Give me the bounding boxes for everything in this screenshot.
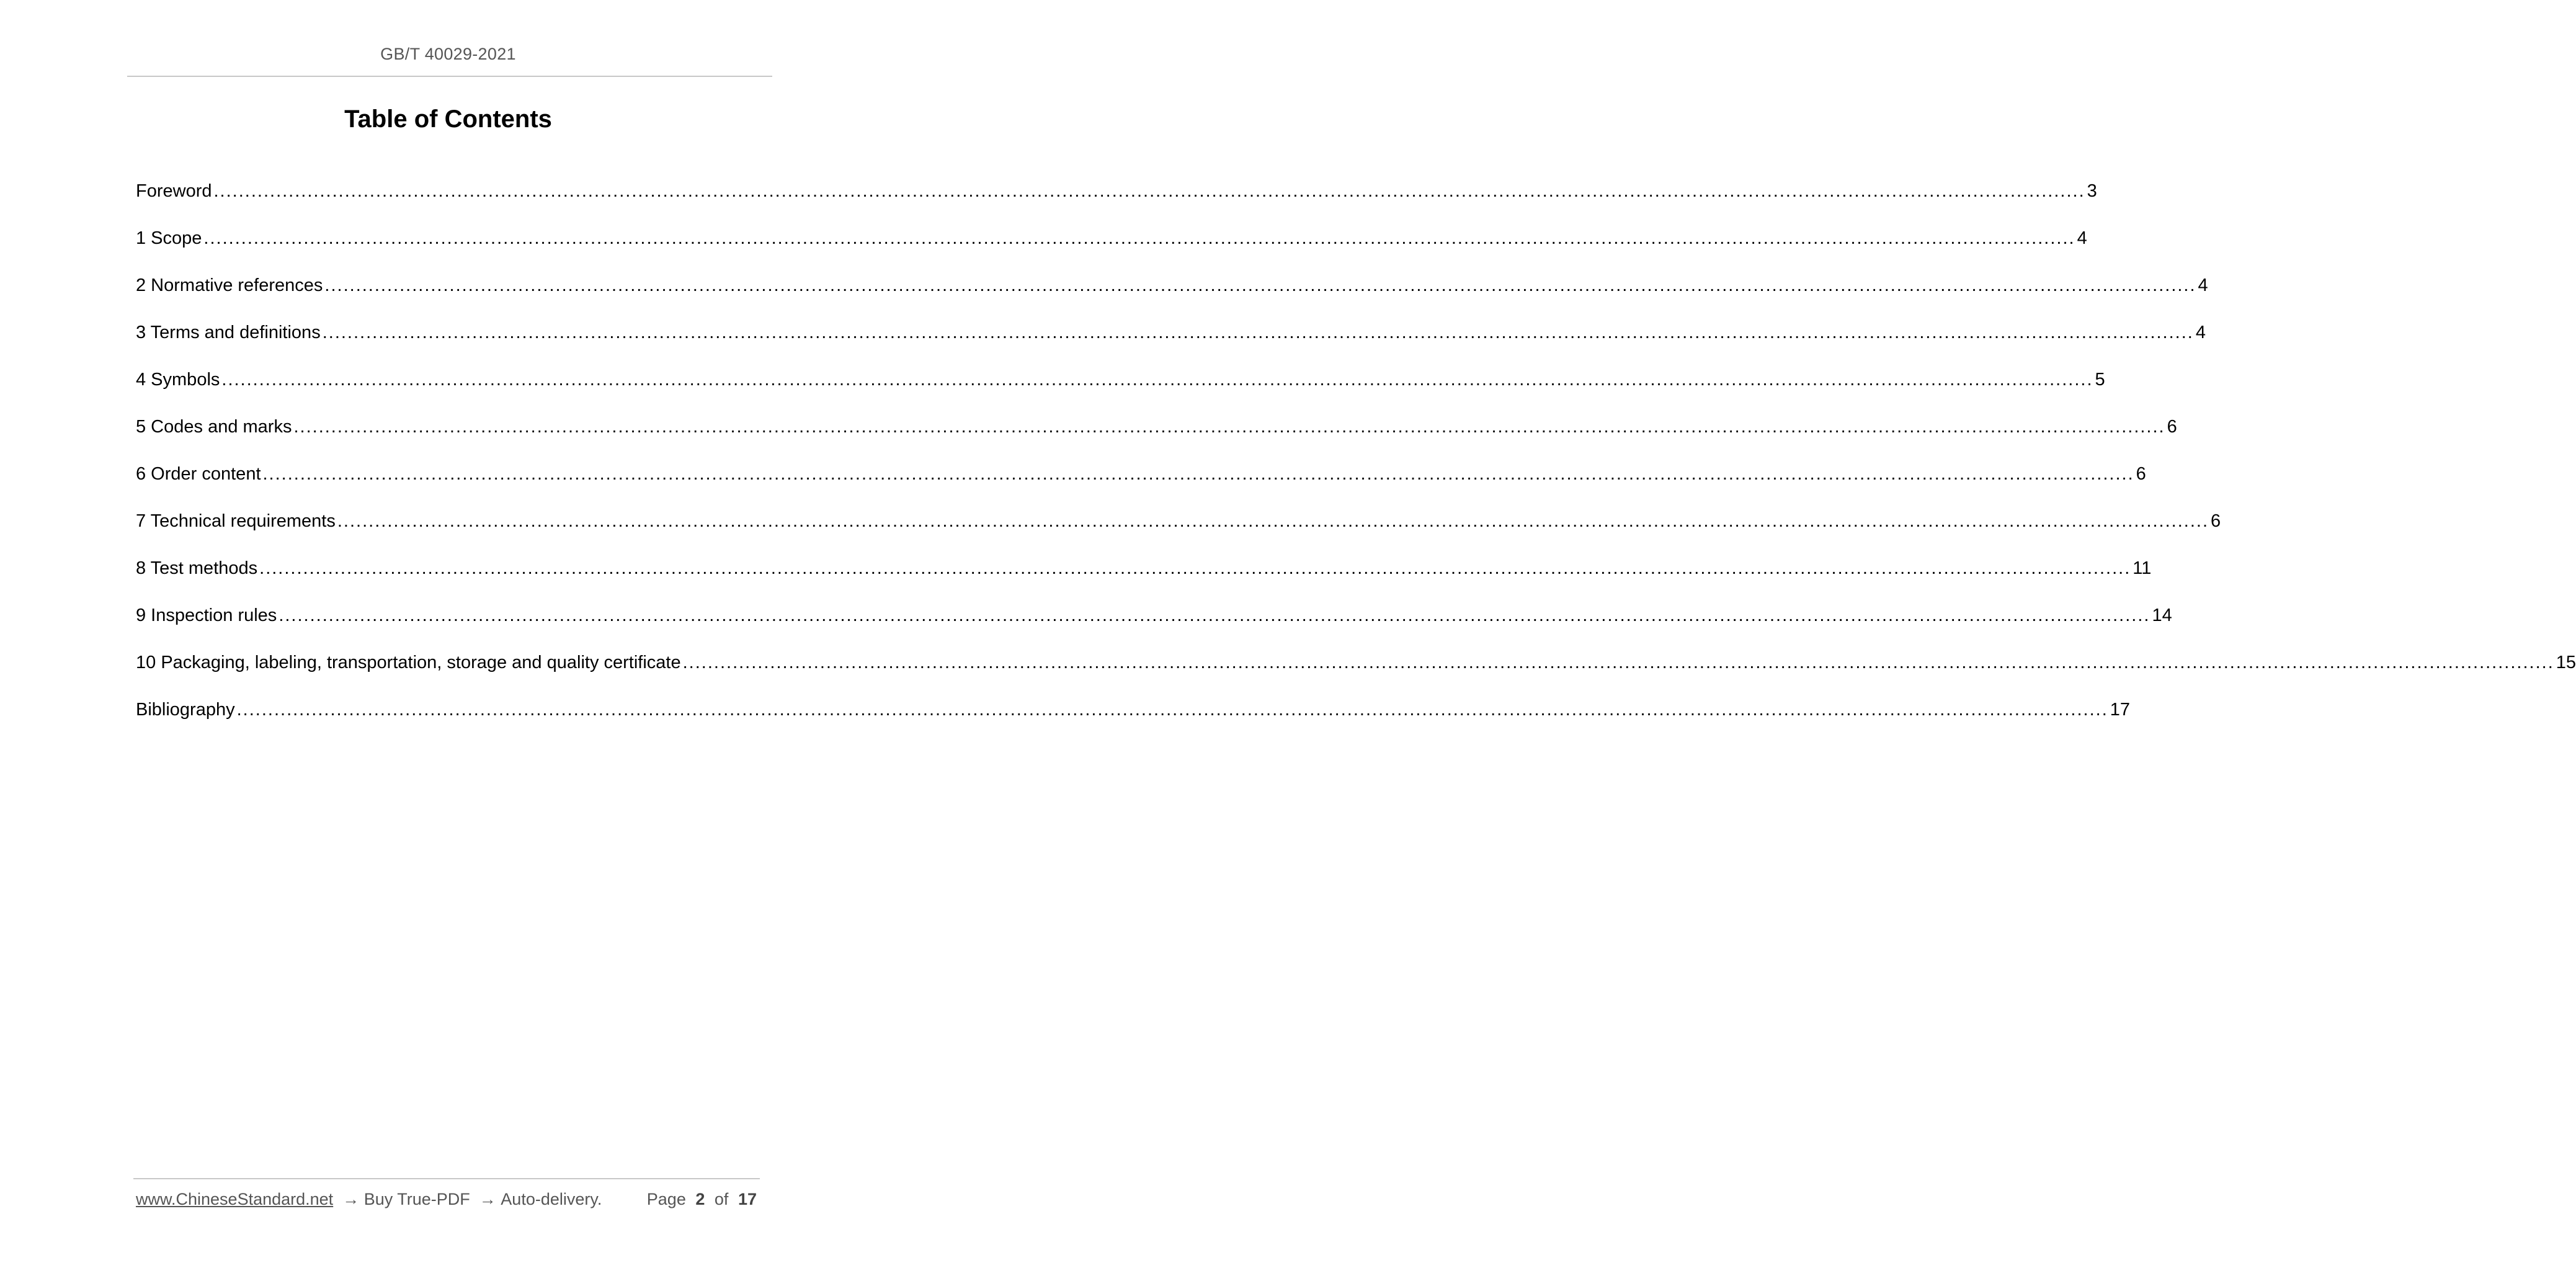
toc-entry-foreword[interactable] (136, 177, 2097, 225)
toc-entry-normative-references[interactable] (136, 272, 2208, 319)
toc-entry-label: Foreword (136, 181, 212, 201)
toc-entry-page: 11 (2133, 558, 2152, 578)
toc-leader-dots: ............................................................................................................................................................................................................................................................................................................ (236, 700, 2108, 720)
toc-leader-dots: ............................................................................................................................................................................................................................................................................................................ (262, 464, 2134, 484)
toc-leader-dots: ............................................................................................................................................................................................................................................................................................................ (293, 417, 2165, 437)
toc-entry-page: 15 (2556, 653, 2576, 672)
toc-leader-dots: ............................................................................................................................................................................................................................................................................................................ (324, 275, 2196, 295)
toc-entry-test-methods[interactable] (136, 555, 2152, 602)
toc-entry-page: 4 (2198, 275, 2208, 295)
toc-entry-label: 5 Codes and marks (136, 417, 292, 437)
arrow-right-icon: → (475, 1190, 501, 1208)
page-number (647, 1190, 757, 1209)
toc-list (136, 177, 2576, 743)
toc-leader-dots: ............................................................................................................................................................................................................................................................................................................ (213, 181, 2085, 201)
toc-entry-order-content[interactable] (136, 460, 2146, 507)
page-current: 2 (695, 1190, 705, 1208)
toc-leader-dots: ............................................................................................................................................................................................................................................................................................................ (279, 605, 2150, 625)
page-total: 17 (738, 1190, 757, 1208)
footer-divider (133, 1178, 760, 1179)
toc-entry-scope[interactable] (136, 225, 2087, 272)
toc-entry-page: 6 (2211, 511, 2221, 531)
page-title: Table of Contents (344, 105, 552, 133)
of-word: of (714, 1190, 729, 1208)
toc-entry-label: 6 Order content (136, 464, 261, 484)
toc-leader-dots: ............................................................................................................................................................................................................................................................................................................ (337, 511, 2209, 531)
toc-entry-technical-requirements[interactable] (136, 507, 2221, 555)
page-footer (136, 1190, 760, 1215)
toc-entry-label: 7 Technical requirements (136, 511, 336, 531)
header-divider (127, 76, 772, 77)
toc-entry-label: 3 Terms and definitions (136, 323, 321, 342)
toc-entry-label: 2 Normative references (136, 275, 323, 295)
toc-entry-inspection-rules[interactable] (136, 602, 2172, 649)
toc-entry-page: 14 (2152, 605, 2172, 625)
toc-entry-page: 4 (2195, 323, 2206, 342)
toc-entry-page: 5 (2095, 370, 2105, 390)
toc-entry-label: 1 Scope (136, 228, 202, 248)
footer-tagline-1: Buy True-PDF (363, 1190, 470, 1208)
toc-entry-codes-and-marks[interactable] (136, 413, 2177, 460)
toc-entry-page: 6 (2136, 464, 2146, 484)
toc-entry-label: 10 Packaging, labeling, transportation, storage and quality certificate (136, 653, 681, 672)
toc-leader-dots: ............................................................................................................................................................................................................................................................................................................ (203, 228, 2075, 248)
page-word: Page (646, 1190, 686, 1208)
toc-entry-page: 6 (2167, 417, 2177, 437)
arrow-right-icon: → (337, 1190, 364, 1208)
toc-entry-page: 3 (2087, 181, 2097, 201)
toc-entry-label: 9 Inspection rules (136, 605, 277, 625)
toc-leader-dots: ............................................................................................................................................................................................................................................................................................................ (682, 653, 2554, 672)
toc-leader-dots: ............................................................................................................................................................................................................................................................................................................ (322, 323, 2194, 342)
website-link[interactable]: www.ChineseStandard.net (136, 1190, 334, 1208)
toc-entry-label: 8 Test methods (136, 558, 258, 578)
toc-entry-page: 17 (2110, 700, 2131, 720)
toc-leader-dots: ............................................................................................................................................................................................................................................................................................................ (221, 370, 2093, 390)
toc-entry-bibliography[interactable] (136, 696, 2131, 743)
footer-tagline-2: Auto-delivery. (501, 1190, 602, 1208)
toc-entry-label: 4 Symbols (136, 370, 220, 390)
toc-entry-label: Bibliography (136, 700, 235, 720)
toc-entry-symbols[interactable] (136, 366, 2105, 413)
header-standard-code: GB/T 40029-2021 (380, 45, 516, 63)
toc-entry-packaging[interactable] (136, 649, 2576, 696)
toc-entry-terms-and-definitions[interactable] (136, 319, 2206, 366)
toc-leader-dots: ............................................................................................................................................................................................................................................................................................................ (259, 558, 2131, 578)
footer-promo (136, 1190, 602, 1209)
toc-entry-page: 4 (2077, 228, 2087, 248)
